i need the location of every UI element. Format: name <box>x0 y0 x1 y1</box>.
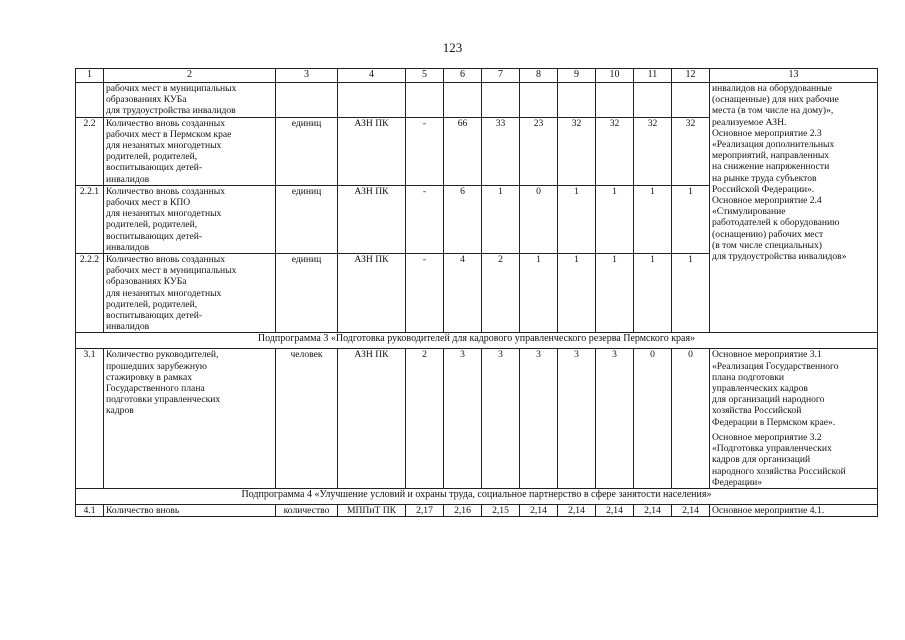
value-cell <box>444 83 482 118</box>
indicator-line: рабочих мест в муниципальных <box>106 83 237 94</box>
indicator-line: воспитывающих детей- <box>106 162 203 174</box>
indicator-line: воспитывающих детей- <box>106 230 203 242</box>
measures-cell <box>710 83 878 333</box>
value-cell: 2,15 <box>482 504 520 516</box>
measures-line: Российской Федерации». <box>712 183 815 195</box>
value-cell: 23 <box>520 117 558 185</box>
row-number: 4.1 <box>76 504 104 516</box>
indicator-line: воспитывающих детей- <box>106 310 203 322</box>
value-cell: 1 <box>520 254 558 333</box>
indicator-line: инвалидов <box>106 321 150 333</box>
measures-line: кадров для организаций <box>712 454 811 466</box>
column-header: 5 <box>406 69 444 83</box>
indicator-line: образованиях КУБа <box>106 276 187 288</box>
value-cell: 3 <box>596 349 634 488</box>
value-cell: 2,16 <box>444 504 482 516</box>
value-cell: 6 <box>444 185 482 253</box>
column-header: 4 <box>338 69 406 83</box>
value-cell: 3 <box>520 349 558 488</box>
value-cell: 3 <box>558 349 596 488</box>
measures-line: (в том числе специальных) <box>712 239 822 251</box>
measures-line: Основное мероприятие 2.3 <box>712 127 822 139</box>
column-header: 11 <box>634 69 672 83</box>
indicator-line: Государственного плана <box>106 383 205 395</box>
column-header: 1 <box>76 69 104 83</box>
value-cell: 2,14 <box>596 504 634 516</box>
indicator-line: для незанятых многодетных <box>106 140 222 152</box>
indicator-cell <box>104 83 276 118</box>
executor-cell: АЗН ПК <box>338 117 406 185</box>
value-cell: 2,14 <box>520 504 558 516</box>
column-header: 7 <box>482 69 520 83</box>
indicator-line: рабочих мест в муниципальных <box>106 265 237 277</box>
indicator-cell <box>104 254 276 333</box>
value-cell <box>596 83 634 118</box>
subprogram-title: Подпрограмма 4 «Улучшение условий и охраны труда, социальное партнерство в сфере занятости населения» <box>76 488 878 504</box>
row-number: 2.2.2 <box>76 254 104 333</box>
executor-cell: АЗН ПК <box>338 185 406 253</box>
measures-line: инвалидов на оборудованные <box>712 83 832 94</box>
indicator-line: рабочих мест в КПО <box>106 197 191 209</box>
subprogram-row <box>76 488 878 504</box>
column-header: 9 <box>558 69 596 83</box>
value-cell: 32 <box>672 117 710 185</box>
value-cell: 66 <box>444 117 482 185</box>
row-number: 3.1 <box>76 349 104 488</box>
measures-line: для трудоустройства инвалидов» <box>712 251 847 263</box>
measures-line: хозяйства Российской <box>712 405 802 417</box>
value-cell: 2,14 <box>558 504 596 516</box>
value-cell: 3 <box>444 349 482 488</box>
column-header: 12 <box>672 69 710 83</box>
value-cell: 0 <box>520 185 558 253</box>
unit-cell: человек <box>276 349 338 488</box>
indicator-line: родителей, родителей, <box>106 219 198 231</box>
indicator-line: образованиях КУБа <box>106 94 187 106</box>
row-number: 2.2.1 <box>76 185 104 253</box>
value-cell: - <box>406 117 444 185</box>
indicator-cell <box>104 185 276 253</box>
value-cell: - <box>406 185 444 253</box>
indicator-cell <box>104 117 276 185</box>
column-header: 2 <box>104 69 276 83</box>
column-header: 13 <box>710 69 878 83</box>
measures-line: для организаций народного <box>712 394 825 406</box>
value-cell: 2,14 <box>672 504 710 516</box>
value-cell: 2 <box>482 254 520 333</box>
subprogram-title: Подпрограмма 3 «Подготовка руководителей для кадрового управленческого резерва Пермского края» <box>76 333 878 349</box>
unit-cell: единиц <box>276 254 338 333</box>
value-cell: 32 <box>596 117 634 185</box>
indicator-cell <box>104 349 276 488</box>
measures-line: Основное мероприятие 3.1 <box>712 349 822 361</box>
executor-cell: АЗН ПК <box>338 254 406 333</box>
value-cell: 1 <box>482 185 520 253</box>
value-cell: 3 <box>482 349 520 488</box>
indicator-line: кадров <box>106 405 134 417</box>
executor-cell <box>338 83 406 118</box>
indicator-line: Количество вновь созданных <box>106 117 226 129</box>
unit-cell <box>276 83 338 118</box>
measures-cell: Основное мероприятие 4.1. <box>710 504 878 516</box>
indicator-line: стажировку в рамках <box>106 371 193 383</box>
measures-line: народного хозяйства Российской <box>712 465 846 477</box>
value-cell: 1 <box>596 185 634 253</box>
indicator-line: Количество руководителей, <box>106 349 219 361</box>
indicator-line: инвалидов <box>106 173 150 185</box>
value-cell: 1 <box>596 254 634 333</box>
measures-line: «Стимулирование <box>712 206 786 218</box>
measures-line: мероприятий, направленных <box>712 150 830 162</box>
table-body <box>76 69 878 517</box>
indicator-line: Количество вновь созданных <box>106 254 226 266</box>
measures-line: Федерации в Пермском крае». <box>712 416 836 428</box>
unit-cell: единиц <box>276 185 338 253</box>
indicator-line: для незанятых многодетных <box>106 287 222 299</box>
measures-line: на рынке труда субъектов <box>712 172 817 184</box>
value-cell: 2 <box>406 349 444 488</box>
value-cell: 2,17 <box>406 504 444 516</box>
measures-line: Основное мероприятие 3.2 <box>712 431 822 443</box>
value-cell: 1 <box>558 254 596 333</box>
value-cell: 1 <box>672 185 710 253</box>
row-number <box>76 83 104 118</box>
value-cell <box>634 83 672 118</box>
measures-line: (оснащенные) для них рабочие <box>712 94 839 106</box>
value-cell: 2,14 <box>634 504 672 516</box>
measures-line: (оснащению) рабочих мест <box>712 228 824 240</box>
value-cell: 0 <box>672 349 710 488</box>
measures-cell <box>710 349 878 488</box>
indicator-line: инвалидов <box>106 241 150 253</box>
measures-line: реализуемое АЗН. <box>712 116 787 128</box>
value-cell: 33 <box>482 117 520 185</box>
indicator-line: для трудоустройства инвалидов <box>106 105 236 117</box>
indicator-cell: Количество вновь <box>104 504 276 516</box>
indicator-line: для незанятых многодетных <box>106 208 222 220</box>
measures-line: плана подготовки <box>712 371 785 383</box>
unit-cell: количество <box>276 504 338 516</box>
measures-line: Основное мероприятие 2.4 <box>712 195 822 207</box>
measures-line: «Реализация Государственного <box>712 360 839 372</box>
table-row <box>76 83 878 118</box>
value-cell <box>558 83 596 118</box>
table-row <box>76 349 878 488</box>
indicators-table <box>75 68 878 517</box>
page-number: 123 <box>442 40 463 55</box>
column-header: 10 <box>596 69 634 83</box>
executor-cell: МППиТ ПК <box>338 504 406 516</box>
value-cell: 0 <box>634 349 672 488</box>
indicator-line: родителей, родителей, <box>106 151 198 163</box>
column-header: 3 <box>276 69 338 83</box>
measures-line: работодателей к оборудованию <box>712 217 840 229</box>
value-cell: 1 <box>634 254 672 333</box>
executor-cell: АЗН ПК <box>338 349 406 488</box>
value-cell: 1 <box>558 185 596 253</box>
indicator-line: подготовки управленческих <box>106 394 221 406</box>
value-cell <box>406 83 444 118</box>
measures-line: «Подготовка управленческих <box>712 443 832 455</box>
measures-line: на снижение напряженности <box>712 161 830 173</box>
value-cell: 4 <box>444 254 482 333</box>
indicator-line: родителей, родителей, <box>106 298 198 310</box>
value-cell <box>520 83 558 118</box>
value-cell: 1 <box>634 185 672 253</box>
indicator-line: рабочих мест в Пермском крае <box>106 128 232 140</box>
subprogram-row <box>76 333 878 349</box>
column-header: 6 <box>444 69 482 83</box>
column-header-row <box>76 69 878 83</box>
measures-line: управленческих кадров <box>712 383 808 395</box>
column-header: 8 <box>520 69 558 83</box>
indicator-line: прошедших зарубежную <box>106 360 207 372</box>
table-row <box>76 504 878 516</box>
value-cell: 32 <box>558 117 596 185</box>
measures-line: места (в том числе на дому)», <box>712 105 834 117</box>
value-cell: 32 <box>634 117 672 185</box>
unit-cell: единиц <box>276 117 338 185</box>
value-cell: - <box>406 254 444 333</box>
value-cell <box>482 83 520 118</box>
measures-line: «Реализация дополнительных <box>712 139 835 151</box>
measures-line: Федерации» <box>712 476 763 488</box>
row-number: 2.2 <box>76 117 104 185</box>
indicator-line: Количество вновь созданных <box>106 185 226 197</box>
value-cell: 1 <box>672 254 710 333</box>
value-cell <box>672 83 710 118</box>
